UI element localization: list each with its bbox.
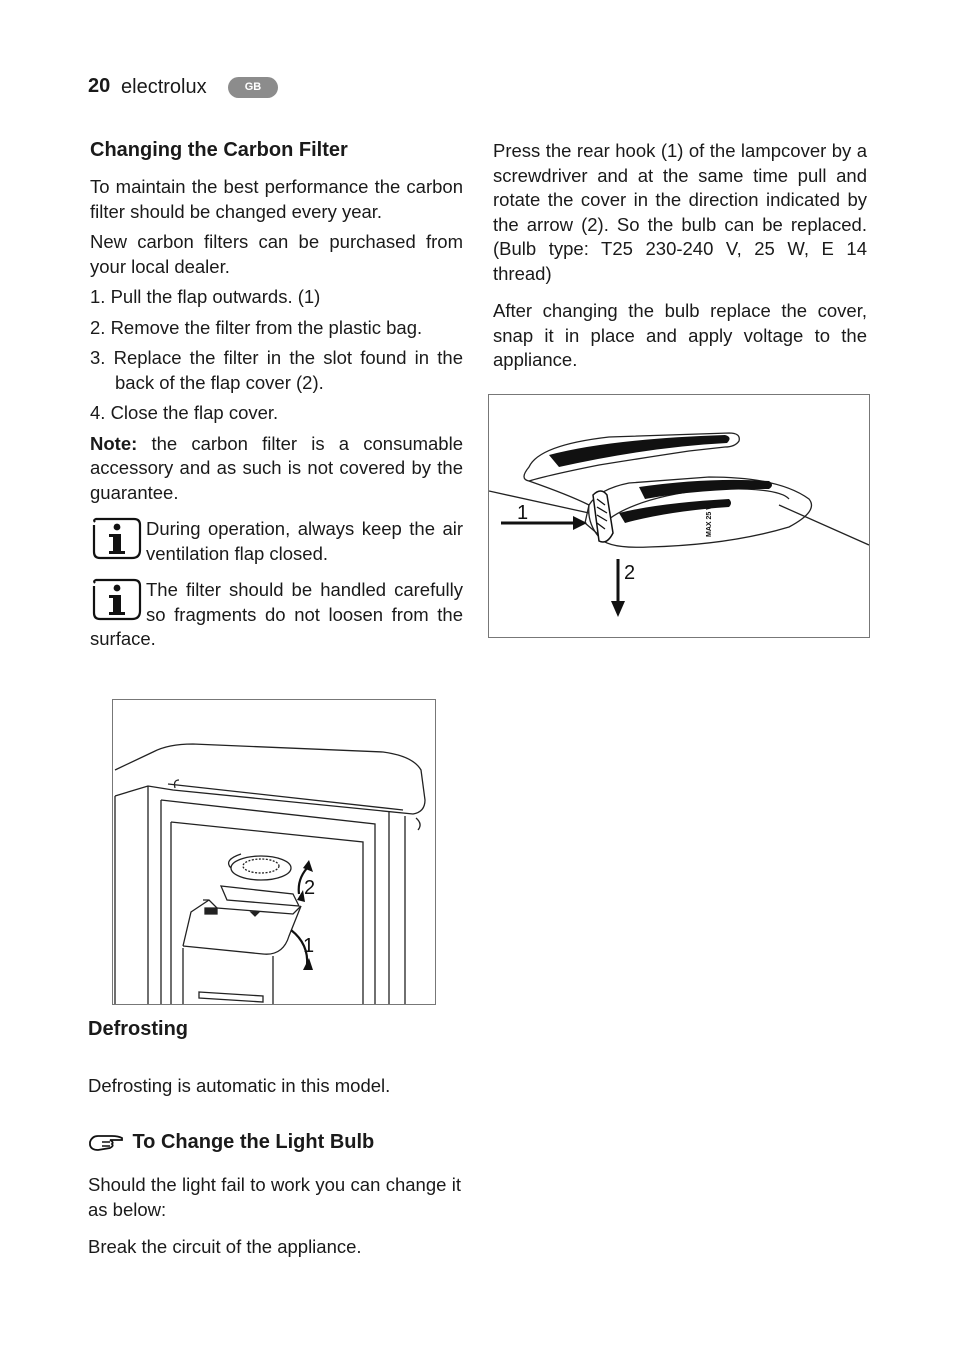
carbon-filter-section: [90, 139, 463, 652]
light-bulb-title: To Change the Light Bulb: [132, 1131, 375, 1153]
note-paragraph: [90, 432, 463, 506]
figure-label-2: 2: [624, 562, 636, 584]
info-icon: [90, 577, 142, 623]
lampcover-section: [493, 139, 867, 373]
carbon-filter-para2: New carbon filters can be purchased from your local dealer.: [90, 231, 463, 277]
step-1: 1. Pull the flap outwards. (1): [90, 286, 321, 307]
info-note-1: [90, 517, 463, 566]
brand-name: electrolux: [121, 76, 207, 98]
step-2: 2. Remove the filter from the plastic bag.: [90, 316, 423, 338]
info-note-2-text: The filter should be handled carefully so fragments do not loosen from the surface.: [90, 579, 463, 649]
step-3: 3. Replace the filter in the slot found in the back of the flap cover (2).: [90, 347, 463, 393]
fridge-flap-drawing: [113, 700, 435, 1004]
light-bulb-para1: Should the light fail to work you can change it as below:: [88, 1174, 461, 1220]
pointing-hand-icon: [88, 1128, 124, 1154]
light-bulb-para2: Break the circuit of the appliance.: [88, 1236, 362, 1257]
info-note-1-text: During operation, always keep the air ventilation flap closed.: [146, 518, 463, 564]
light-bulb-heading: [88, 1128, 461, 1154]
carbon-filter-para1: To maintain the best performance the carbon filter should be changed every year.: [90, 176, 463, 222]
carbon-filter-figure: [112, 699, 436, 1005]
note-label: Note:: [90, 432, 138, 454]
step-4: 4. Close the flap cover.: [90, 402, 279, 423]
lampcover-drawing: [489, 395, 869, 637]
page-number: 20: [88, 75, 111, 97]
lampcover-figure: [488, 394, 870, 638]
carbon-filter-title: Changing the Carbon Filter: [90, 139, 348, 161]
figure-label-1: 1: [303, 935, 315, 957]
defrosting-title: Defrosting: [88, 1018, 188, 1040]
defrosting-text: Defrosting is automatic in this model.: [88, 1075, 391, 1096]
max-watt-label: MAX 25 W: [706, 503, 713, 537]
light-bulb-para4: After changing the bulb replace the cover, snap it in place and apply voltage to the appliance.: [493, 300, 867, 370]
note-text: the carbon filter is a consumable accessory and as such is not covered by the guarantee.: [90, 432, 463, 503]
light-bulb-para3: Press the rear hook (1) of the lampcover by a screwdriver and at the same time pull and rotate the cover in the direction indicated by the arrow (2). So the bulb can be replaced. (Bulb type: T25 230-240 V, 25 W, E 14 thread): [493, 140, 867, 284]
info-icon: [90, 516, 142, 562]
figure-label-1: 1: [517, 502, 529, 524]
language-badge: GB: [228, 77, 278, 98]
figure-label-2: 2: [304, 877, 316, 899]
info-note-2: [90, 578, 463, 652]
